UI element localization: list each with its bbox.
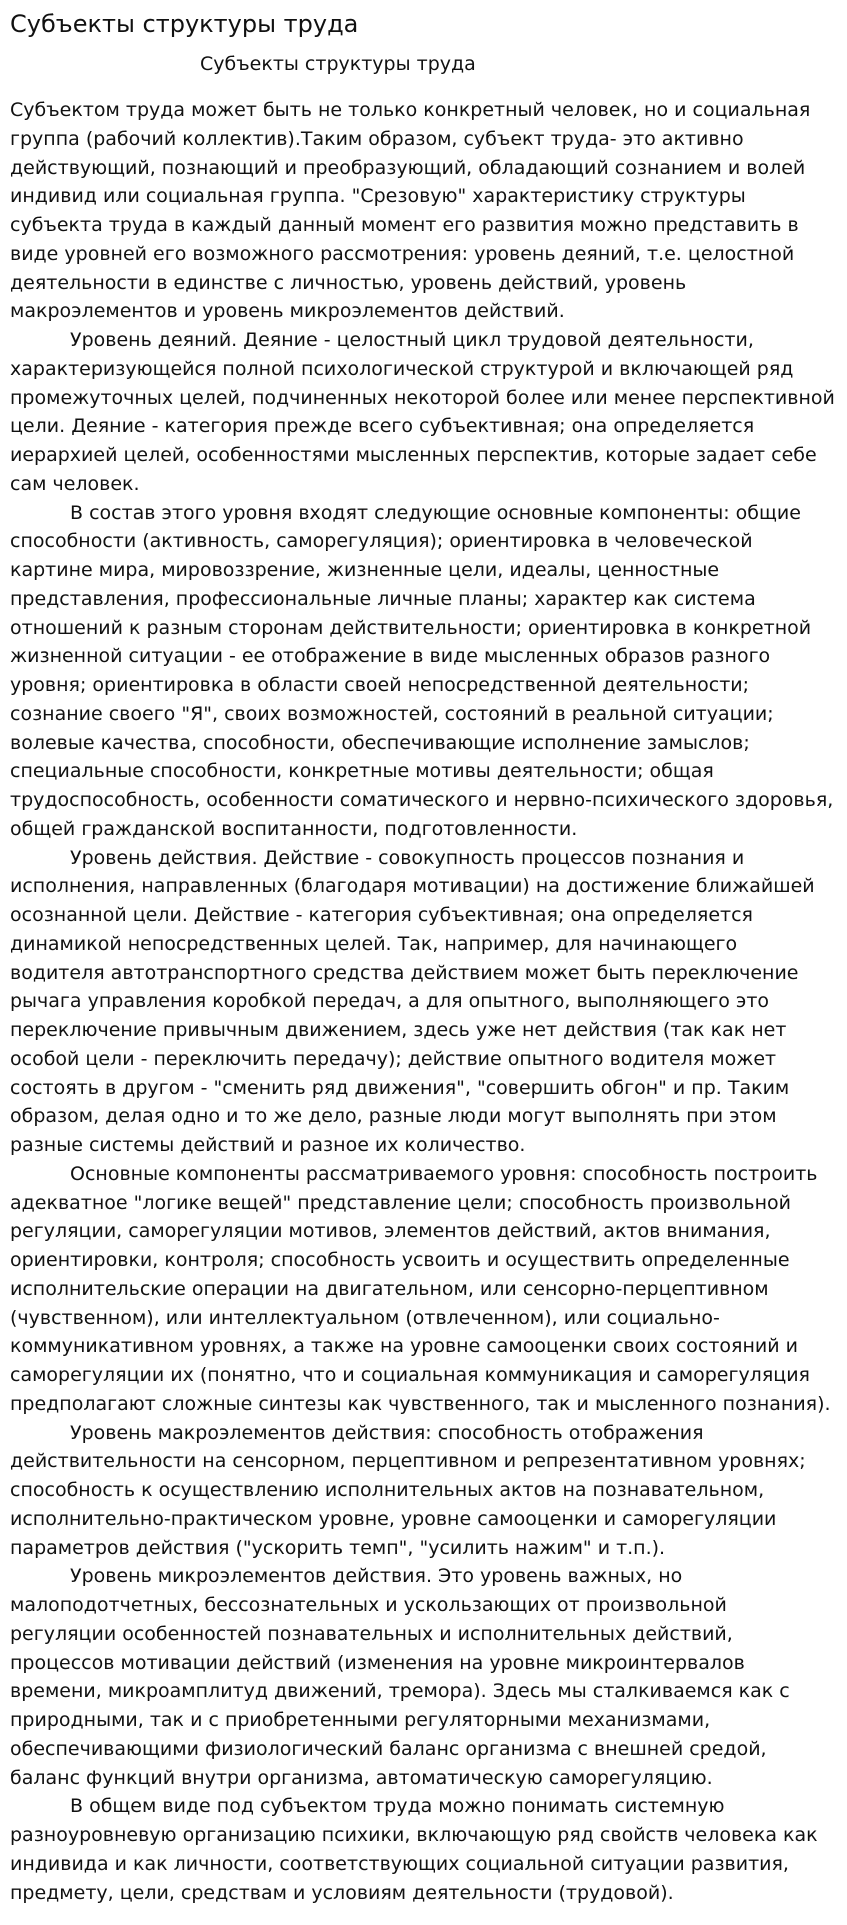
paragraph-action-level: Уровень действия. Действие - совокупность процессов познания и исполнения, направленных (благодаря мотивации) на достижение ближайшей осознанной цели. Действие - категория субъективная; она определяется динамикой непосредственных целей. Так, например, для начинающего водителя автотранспортного средства действием может быть переключение рычага управления коробкой передач, а для опытного, выполняющего это переключение привычным движением, здесь уже нет действия (так как нет особой цели - переключить передачу); действие опытного водителя может состоять в другом - "сменить ряд движения", "совершить обгон" и пр. Таким образом, делая одно и то же дело, разные люди могут выполнять при этом разные системы действий и разное их количество. — [10, 846, 815, 1156]
paragraph-macroelements: Уровень макроэлементов действия: способность отображения действительности на сенсорном, перцептивном и репрезентативном уровнях; способность к осуществлению исполнительных актов на познавательном, исполнительно-практическом уровне, уровне самооценки и саморегуляции параметров действия ("ускорить темп", "усилить нажим" и т.п.). — [10, 1421, 806, 1559]
document-subtitle: Субъекты структуры труда — [200, 53, 476, 75]
paragraph-intro: Субъектом труда может быть не только конкретный человек, но и социальная группа (рабочий коллектив).Таким образом, субъект труда- это активно действующий, познающий и преобразующий, обладающий сознанием и волей индивид или социальная группа. "Срезовую" характеристику структуры субъекта труда в каждый данный момент его развития можно представить в виде уровней его возможного рассмотрения: уровень деяний, т.е. целостной деятельности в единстве с личностью, уровень действий, уровень макроэлементов и уровень микроэлементов действий. — [10, 99, 811, 323]
paragraph-conclusion: В общем виде под субъектом труда можно понимать системную разноуровневую организацию психики, включающую ряд свойств человека как индивида и как личности, соответствующих социальной ситуации развития, предмету, цели, средствам и условиям деятельности (трудовой). — [10, 1795, 818, 1904]
paragraph-microelements: Уровень микроэлементов действия. Это уровень важных, но малоподотчетных, бессознательных и ускользающих от произвольной регуляции особенностей познавательных и исполнительных действий, процессов мотивации действий (изменения на уровне микроинтервалов времени, микроамплитуд движений, тремора). Здесь мы сталкиваемся как с природными, так и с приобретенными регуляторными механизмами, обеспечивающими физиологический баланс организма с внешней средой, баланс функций внутри организма, автоматическую саморегуляцию. — [10, 1565, 790, 1789]
paragraph-deeds-level: Уровень деяний. Деяние - целостный цикл трудовой деятельности, характеризующейся полной психологической структурой и включающей ряд промежуточных целей, подчиненных некоторой более или менее перспективной цели. Деяние - категория прежде всего субъективная; она определяется иерархией целей, особенностями мысленных перспектив, которые задает себе сам человек. — [10, 329, 835, 495]
paragraph-action-components: Основные компоненты рассматриваемого уровня: способность построить адекватное "логике вещей" представление цели; способность произвольной регуляции, саморегуляции мотивов, элементов действий, актов внимания, ориентировки, контроля; способность усвоить и осуществить определенные исполнительские операции на двигательном, или сенсорно-перцептивном (чувственном), или интеллектуальном (отвлеченном), или социально-коммуникативном уровнях, а также на уровне самооценки своих состояний и саморегуляции их (понятно, что и социальная коммуникация и саморегуляция предполагают сложные синтезы как чувственного, так и мысленного познания). — [10, 1162, 831, 1415]
page-title: Субъекты структуры труда — [10, 10, 359, 38]
document-body — [10, 96, 837, 1907]
paragraph-deeds-components: В состав этого уровня входят следующие основные компоненты: общие способности (активность, саморегуляция); ориентировка в человеческой картине мира, мировоззрение, жизненные цели, идеалы, ценностные представления, профессиональные личные планы; характер как система отношений к разным сторонам действительности; ориентировка в конкретной жизненной ситуации - ее отображение в виде мысленных образов разного уровня; ориентировка в области своей непосредственной деятельности; сознание своего "Я", своих возможностей, состояний в реальной ситуации; волевые качества, способности, обеспечивающие исполнение замыслов; специальные способности, конкретные мотивы деятельности; общая трудоспособность, особенности соматического и нервно-психического здоровья, общей гражданской воспитанности, подготовленности. — [10, 501, 834, 840]
